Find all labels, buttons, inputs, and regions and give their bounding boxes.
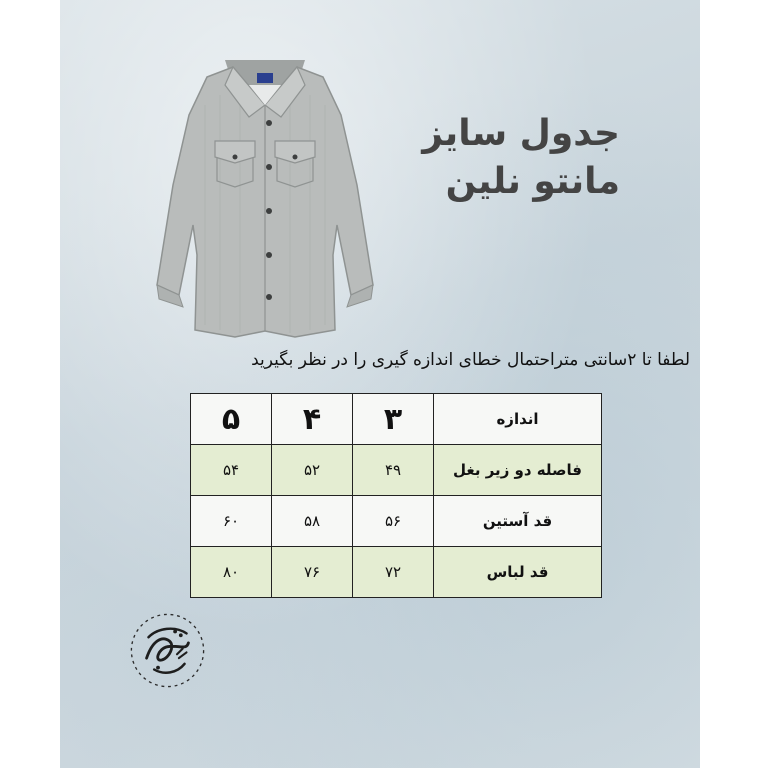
cell-value: ۶۰ xyxy=(191,496,272,547)
table-row xyxy=(191,445,602,496)
cell-value: ۷۶ xyxy=(272,547,353,598)
size-table xyxy=(190,393,602,598)
cell-value: ۵۸ xyxy=(272,496,353,547)
cell-value: ۷۲ xyxy=(353,547,434,598)
row-label: قد آستین xyxy=(434,496,602,547)
title-line-1: جدول سایز xyxy=(422,113,620,154)
title-line-2: مانتو نلین xyxy=(445,161,620,202)
size-chart-card xyxy=(60,0,700,768)
measurement-note: لطفا تا ۲سانتی متراحتمال خطای اندازه گیری را در نظر بگیرید xyxy=(251,350,690,370)
size-3: ۳ xyxy=(353,394,434,445)
size-5: ۵ xyxy=(191,394,272,445)
header-label: اندازه xyxy=(434,394,602,445)
row-label: فاصله دو زیر بغل xyxy=(434,445,602,496)
cell-value: ۵۲ xyxy=(272,445,353,496)
cell-value: ۵۶ xyxy=(353,496,434,547)
brand-logo-icon xyxy=(120,603,215,698)
cell-value: ۸۰ xyxy=(191,547,272,598)
size-4: ۴ xyxy=(272,394,353,445)
shirt-image xyxy=(145,45,385,345)
cell-value: ۵۴ xyxy=(191,445,272,496)
table-row xyxy=(191,496,602,547)
table-header-row xyxy=(191,394,602,445)
chart-title xyxy=(360,110,620,206)
cell-value: ۴۹ xyxy=(353,445,434,496)
table-row xyxy=(191,547,602,598)
row-label: قد لباس xyxy=(434,547,602,598)
